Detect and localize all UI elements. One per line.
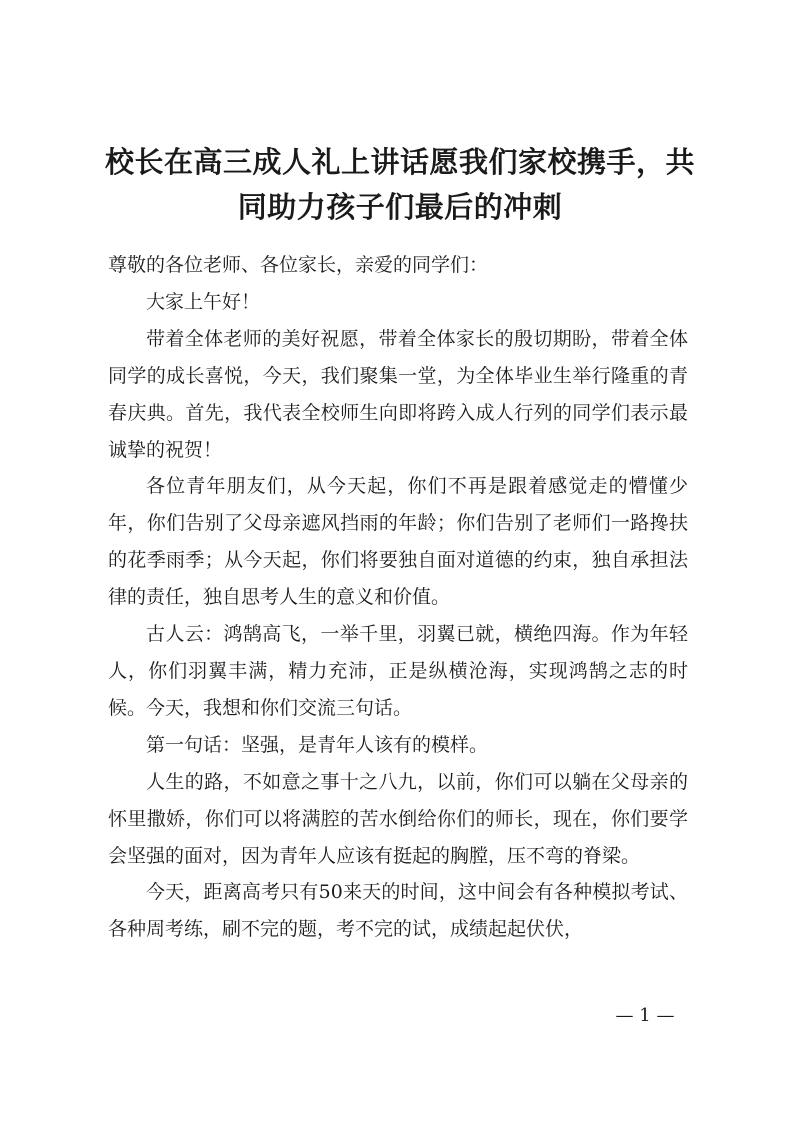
greeting-paragraph: 大家上午好！ xyxy=(146,290,261,313)
body-paragraph: 带着全体老师的美好祝愿，带着全体家长的殷切期盼，带着全体同学的成长喜悦，今天，我们聚集一堂，为全体毕业生举行隆重的青春庆典。首先，我代表全校师生向即将跨入成人行列的同学们表示最诚挚的祝贺！ xyxy=(108,327,688,461)
body-paragraph: 古人云：鸿鹄高飞，一举千里，羽翼已就，横绝四海。作为年轻人，你们羽翼丰满，精力充沛，正是纵横沧海，实现鸿鹄之志的时候。今天，我想和你们交流三句话。 xyxy=(108,623,688,719)
page-number: — 1 — xyxy=(615,1005,675,1026)
body-paragraph: 今天，距离高考只有50来天的时间，这中间会有各种模拟考试、各种周考练，刷不完的题，考不完的试，成绩起起伏伏， xyxy=(108,881,688,941)
section-heading-paragraph: 第一句话：坚强，是青年人该有的模样。 xyxy=(146,733,489,756)
document-body xyxy=(108,247,688,948)
title-line-2: 同助力孩子们最后的冲刺 xyxy=(237,190,563,224)
document-title xyxy=(100,140,700,230)
salutation-paragraph: 尊敬的各位老师、各位家长，亲爱的同学们： xyxy=(108,254,489,276)
body-paragraph: 各位青年朋友们，从今天起，你们不再是跟着感觉走的懵懂少年，你们告别了父母亲遮风挡雨的年龄；你们告别了老师们一路搀扶的花季雨季；从今天起，你们将要独自面对道德的约束，独自承担法律的责任，独自思考人生的意义和价值。 xyxy=(108,475,688,609)
body-paragraph: 人生的路，不如意之事十之八九，以前，你们可以躺在父母亲的怀里撒娇，你们可以将满腔的苦水倒给你们的师长，现在，你们要学会坚强的面对，因为青年人应该有挺起的胸膛，压不弯的脊梁。 xyxy=(108,770,688,867)
title-line-1: 校长在高三成人礼上讲话愿我们家校携手，共 xyxy=(104,145,695,179)
